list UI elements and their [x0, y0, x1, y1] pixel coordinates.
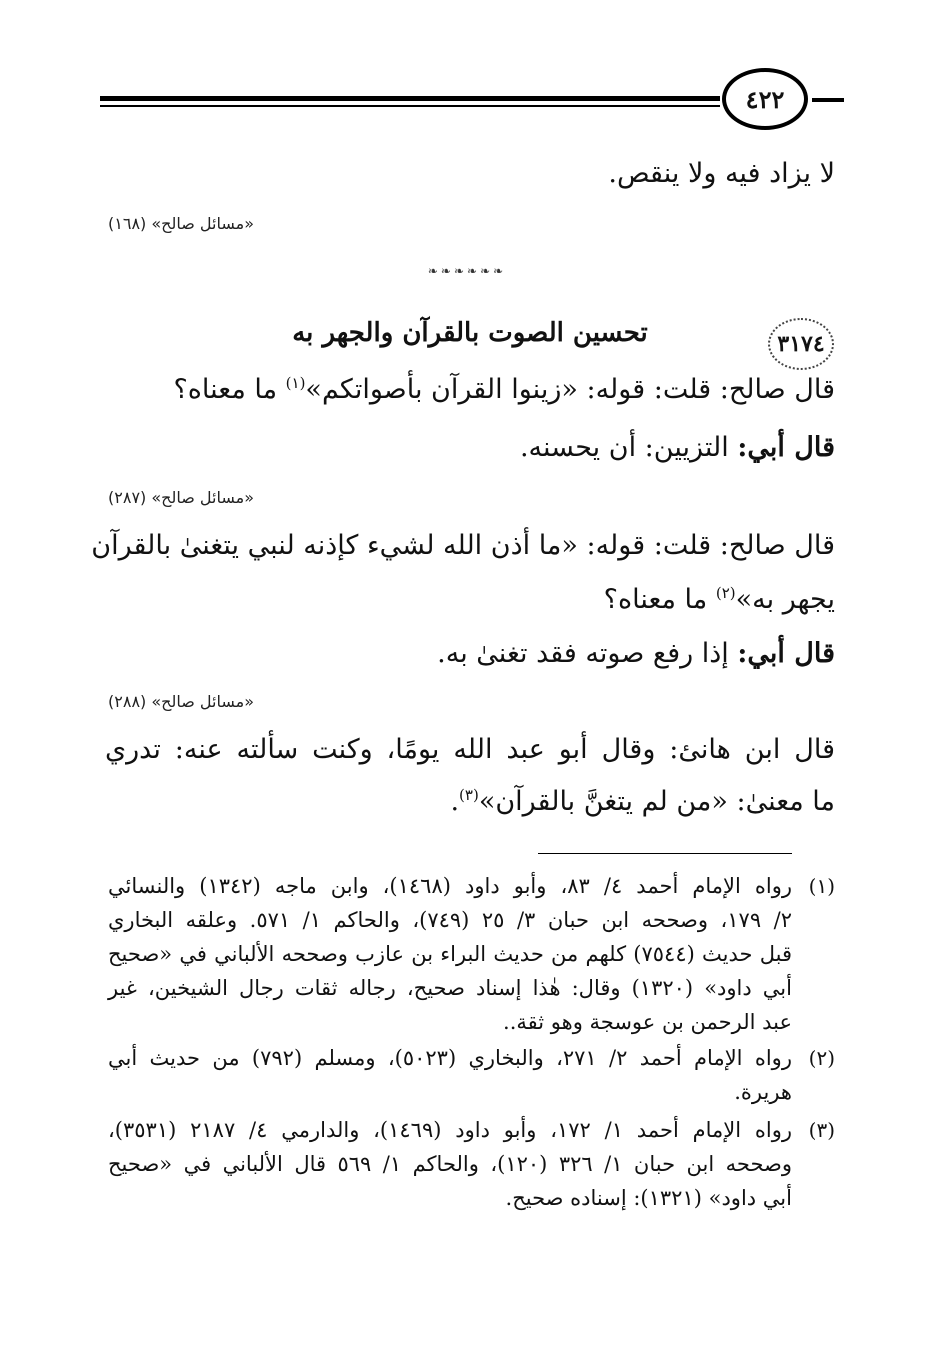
footnote-number: (١)	[808, 874, 835, 898]
para3-line1: قال ابن هانئ: وقال أبو عبد الله يومًا، وكنت سألته عنه: تدري	[105, 734, 835, 765]
answer-text: التزيين: أن يحسنه.	[519, 432, 738, 463]
para1-answer	[105, 432, 835, 463]
footnote-1-line: رواه الإمام أحمد ٤/ ٨٣، وأبو داود (١٤٦٨)، وابن ماجه (١٣٤٢) والنسائي	[108, 874, 792, 898]
para2-text: يجهر به»	[735, 584, 835, 615]
section-number: ٣١٧٤	[768, 318, 834, 370]
para3-text: ما معنىٰ: «من لم يتغنَّ بالقرآن»	[478, 786, 835, 817]
footnote-number: (٣)	[808, 1118, 835, 1142]
footnote-1-line: أبي داود» (١٣٢٠) وقال: هٰذا إسناد صحيح، رجاله ثقات رجال الشيخين، غير	[108, 976, 792, 1000]
footnote-3-line: رواه الإمام أحمد ١/ ١٧٢، وأبو داود (١٤٦٩)، والدارمي ٤/ ٢١٨٧ (٣٥٣١)،	[108, 1118, 792, 1142]
footnote-1-line: قبل حديث (٧٥٤٤) كلهم من حديث البراء بن عازب وصححه الألباني في «صحيح	[108, 942, 792, 966]
footnote-1-line: ٢/ ١٧٩، وصححه ابن حبان ٣/ ٢٥ (٧٤٩)، والحاكم ١/ ٥٧١. وعلقه البخاري	[108, 908, 792, 932]
header-rule-thick	[100, 96, 720, 101]
header-rule-right	[812, 98, 844, 102]
para2-answer	[105, 638, 835, 669]
footnote-ref-3[interactable]: (٣)	[459, 786, 479, 804]
para2-line2	[105, 584, 835, 615]
para1-text-end: ما معناه؟	[173, 374, 286, 405]
answer-label: قال أبي:	[737, 638, 835, 669]
para1-line1	[105, 374, 835, 405]
header-rule-thin	[100, 105, 720, 107]
ornament-glyph: ❧	[453, 264, 463, 278]
para2-line1: قال صالح: قلت: قوله: «ما أذن الله لشيء كإذنه لنبي يتغنىٰ بالقرآن	[91, 530, 835, 561]
footnote-3-line: وصححه ابن حبان ١/ ٣٢٦ (١٢٠)، والحاكم ١/ ٥٦٩ قال الألباني في «صحيح	[108, 1152, 792, 1176]
footnote-separator	[538, 853, 792, 854]
para1-text: قال صالح: قلت: قوله: «زينوا القرآن بأصواتكم»	[305, 374, 835, 405]
para3-line2	[105, 786, 835, 817]
footnote-ref-2[interactable]: (٢)	[715, 584, 736, 602]
footnote-ref-1[interactable]: (١)	[285, 374, 306, 392]
footnote-2-line: رواه الإمام أحمد ٢/ ٢٧١، والبخاري (٥٠٢٣)، ومسلم (٧٩٢) من حديث أبي	[108, 1046, 792, 1070]
footnote-2-line: هريرة.	[734, 1080, 792, 1104]
para2-text-end: ما معناه؟	[603, 584, 716, 615]
footnote-1-line: عبد الرحمن بن عوسجة وهو ثقة..	[503, 1010, 792, 1034]
source-citation-2: «مسائل صالح» (٢٨٧)	[108, 488, 254, 507]
intro-line: لا يزاد فيه ولا ينقص.	[608, 158, 835, 189]
answer-text: إذا رفع صوته فقد تغنىٰ به.	[437, 638, 738, 669]
section-title: تحسين الصوت بالقرآن والجهر به	[292, 318, 648, 348]
source-citation-3: «مسائل صالح» (٢٨٨)	[108, 692, 254, 711]
footnote-3-line: أبي داود» (١٣٢١): إسناده صحيح.	[505, 1186, 792, 1210]
ornament-glyph: ❧	[480, 264, 490, 278]
ornament-glyph: ❧	[467, 264, 477, 278]
source-citation-1: «مسائل صالح» (١٦٨)	[108, 214, 254, 233]
ornament-divider	[390, 264, 540, 278]
ornament-glyph: ❧	[493, 264, 503, 278]
ornament-glyph: ❧	[440, 264, 450, 278]
footnote-number: (٢)	[808, 1046, 835, 1070]
para3-text-end: .	[450, 786, 460, 817]
answer-label: قال أبي:	[737, 432, 835, 463]
ornament-glyph: ❧	[427, 264, 437, 278]
page-number: ٤٢٢	[722, 68, 808, 130]
